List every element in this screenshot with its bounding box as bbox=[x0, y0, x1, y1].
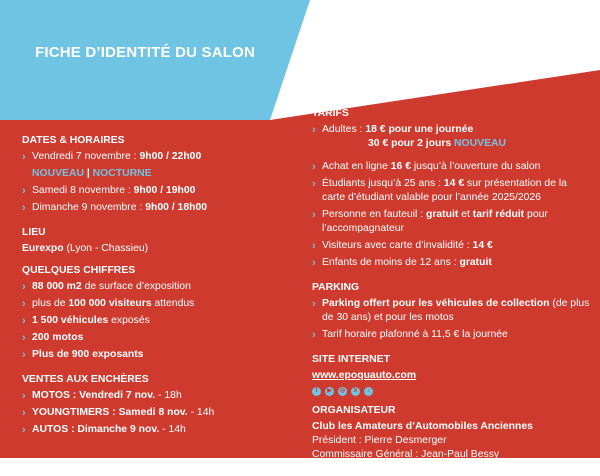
x-icon[interactable]: X bbox=[351, 387, 360, 396]
list-item: › Enfants de moins de 12 ans : gratuit bbox=[312, 257, 492, 269]
chevron-right-icon: › bbox=[312, 161, 316, 173]
instagram-icon[interactable]: ◎ bbox=[339, 388, 346, 394]
list-item: › Dimanche 9 novembre : 9h00 / 18h00 bbox=[22, 202, 208, 214]
lieu-value: Eurexpo (Lyon - Chassieu) bbox=[22, 243, 149, 254]
organisateur-site: Site internet : www.les3a.com bbox=[312, 463, 449, 474]
list-item: › plus de 100 000 visiteurs attendus bbox=[22, 298, 195, 310]
chevron-right-icon: › bbox=[22, 349, 26, 361]
youtube-icon[interactable]: ▶ bbox=[325, 387, 334, 396]
chevron-right-icon: › bbox=[22, 281, 26, 293]
organisateur-commissaire: Commissaire Général : Jean-Paul Bessy bbox=[312, 449, 500, 460]
list-item: › 1 500 véhicules exposés bbox=[22, 315, 150, 327]
chevron-right-icon: › bbox=[22, 298, 26, 310]
chevron-right-icon: › bbox=[312, 240, 316, 252]
list-item: › Adultes : 18 € pour une journée 30 € pour 2 jours NOUVEAU bbox=[312, 124, 507, 149]
social-links bbox=[312, 387, 592, 396]
chevron-right-icon: › bbox=[312, 257, 316, 269]
list-item: › AUTOS : Dimanche 9 nov. - 14h bbox=[22, 424, 186, 436]
tiktok-icon[interactable]: ♪ bbox=[364, 387, 373, 396]
organisateur-president: Président : Pierre Desmerger bbox=[312, 435, 447, 446]
list-item: › Tarif horaire plafonné à 11,5 € la journée bbox=[312, 329, 508, 341]
list-item: › Personne en fauteuil : gratuit et tarif réduit pour l’accompagnateur bbox=[312, 209, 548, 234]
chevron-right-icon: › bbox=[22, 202, 26, 214]
chevron-right-icon: › bbox=[22, 390, 26, 402]
list-item: › Plus de 900 exposants bbox=[22, 349, 144, 361]
chevron-right-icon: › bbox=[312, 298, 316, 310]
list-item: › 88 000 m2 de surface d’exposition bbox=[22, 281, 191, 293]
list-item: › YOUNGTIMERS : Samedi 8 nov. - 14h bbox=[22, 407, 215, 419]
list-item: › Samedi 8 novembre : 9h00 / 19h00 bbox=[22, 185, 196, 197]
dates-heading: DATES & HORAIRES bbox=[22, 135, 125, 146]
chevron-right-icon: › bbox=[312, 329, 316, 341]
list-item: › Visiteurs avec carte d’invalidité : 14 € bbox=[312, 240, 493, 252]
organisateur-name: Club les Amateurs d’Automobiles Anciennes bbox=[312, 421, 533, 432]
facebook-icon[interactable]: f bbox=[312, 387, 321, 396]
lieu-heading: LIEU bbox=[22, 227, 46, 238]
parking-heading: PARKING bbox=[312, 282, 360, 293]
chevron-right-icon: › bbox=[312, 124, 316, 136]
website-link[interactable]: www.epoquauto.com bbox=[312, 370, 417, 381]
list-item: › Vendredi 7 novembre : 9h00 / 22h00 bbox=[22, 151, 202, 163]
nocturne-label: NOUVEAU | NOCTURNE bbox=[32, 168, 152, 179]
chevron-right-icon: › bbox=[312, 209, 316, 221]
chevron-right-icon: › bbox=[22, 424, 26, 436]
chevron-right-icon: › bbox=[22, 407, 26, 419]
chevron-right-icon: › bbox=[22, 315, 26, 327]
encheres-heading: VENTES AUX ENCHÈRES bbox=[22, 374, 149, 385]
chevron-right-icon: › bbox=[312, 178, 316, 190]
chevron-right-icon: › bbox=[22, 332, 26, 344]
site-heading: SITE INTERNET bbox=[312, 354, 390, 365]
organisateur-heading: ORGANISATEUR bbox=[312, 405, 396, 416]
list-item: › Achat en ligne 16 € jusqu’à l’ouverture du salon bbox=[312, 161, 541, 173]
list-item: › 200 motos bbox=[22, 332, 84, 344]
list-item: › MOTOS : Vendredi 7 nov. - 18h bbox=[22, 390, 182, 402]
left-column bbox=[22, 134, 292, 440]
chevron-right-icon: › bbox=[22, 151, 26, 163]
tarifs-heading: TARIFS bbox=[312, 108, 349, 119]
right-column bbox=[312, 107, 592, 476]
chiffres-heading: QUELQUES CHIFFRES bbox=[22, 265, 136, 276]
page-title: FICHE D’IDENTITÉ DU SALON bbox=[35, 44, 256, 61]
chevron-right-icon: › bbox=[22, 185, 26, 197]
list-item: › Parking offert pour les véhicules de collection (de plus de 30 ans) et pour les motos bbox=[312, 298, 590, 323]
list-item: › Étudiants jusqu’à 25 ans : 14 € sur présentation de la carte d’étudiant valable pour l’année 2025/2026 bbox=[312, 178, 567, 203]
